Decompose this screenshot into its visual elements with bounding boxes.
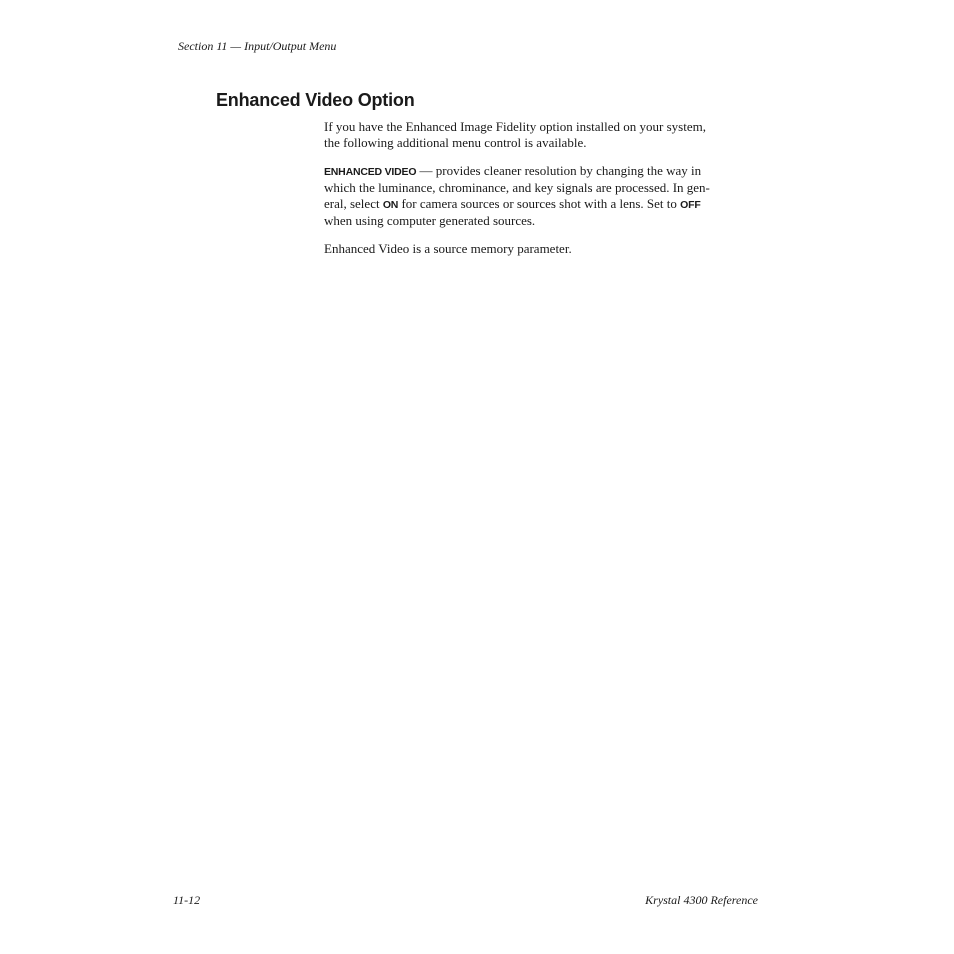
control-text: eral, select <box>324 195 383 211</box>
body-column <box>324 119 764 269</box>
control-line: when using computer generated sources. <box>324 213 536 228</box>
page-number: 11-12 <box>173 893 201 907</box>
enhanced-video-keyword: ENHANCED VIDEO <box>324 165 417 178</box>
control-description-paragraph <box>324 163 764 229</box>
intro-paragraph <box>324 119 764 150</box>
section-heading: Enhanced Video Option <box>216 90 415 110</box>
running-header: Section 11 — Input/Output Menu <box>178 39 337 53</box>
on-keyword: ON <box>382 198 399 211</box>
control-text: — provides cleaner resolution by changing the way in <box>416 162 702 178</box>
off-keyword: OFF <box>680 198 701 211</box>
intro-line: If you have the Enhanced Image Fidelity option installed on your system, <box>324 119 706 134</box>
control-line <box>324 196 764 214</box>
control-line: which the luminance, chrominance, and key signals are processed. In gen- <box>324 180 710 195</box>
control-text: for camera sources or sources shot with a lens. Set to <box>398 195 681 211</box>
book-title: Krystal 4300 Reference <box>645 893 758 907</box>
note-paragraph: Enhanced Video is a source memory parameter. <box>324 241 572 256</box>
control-line <box>324 163 764 181</box>
intro-line: the following additional menu control is available. <box>324 134 587 150</box>
